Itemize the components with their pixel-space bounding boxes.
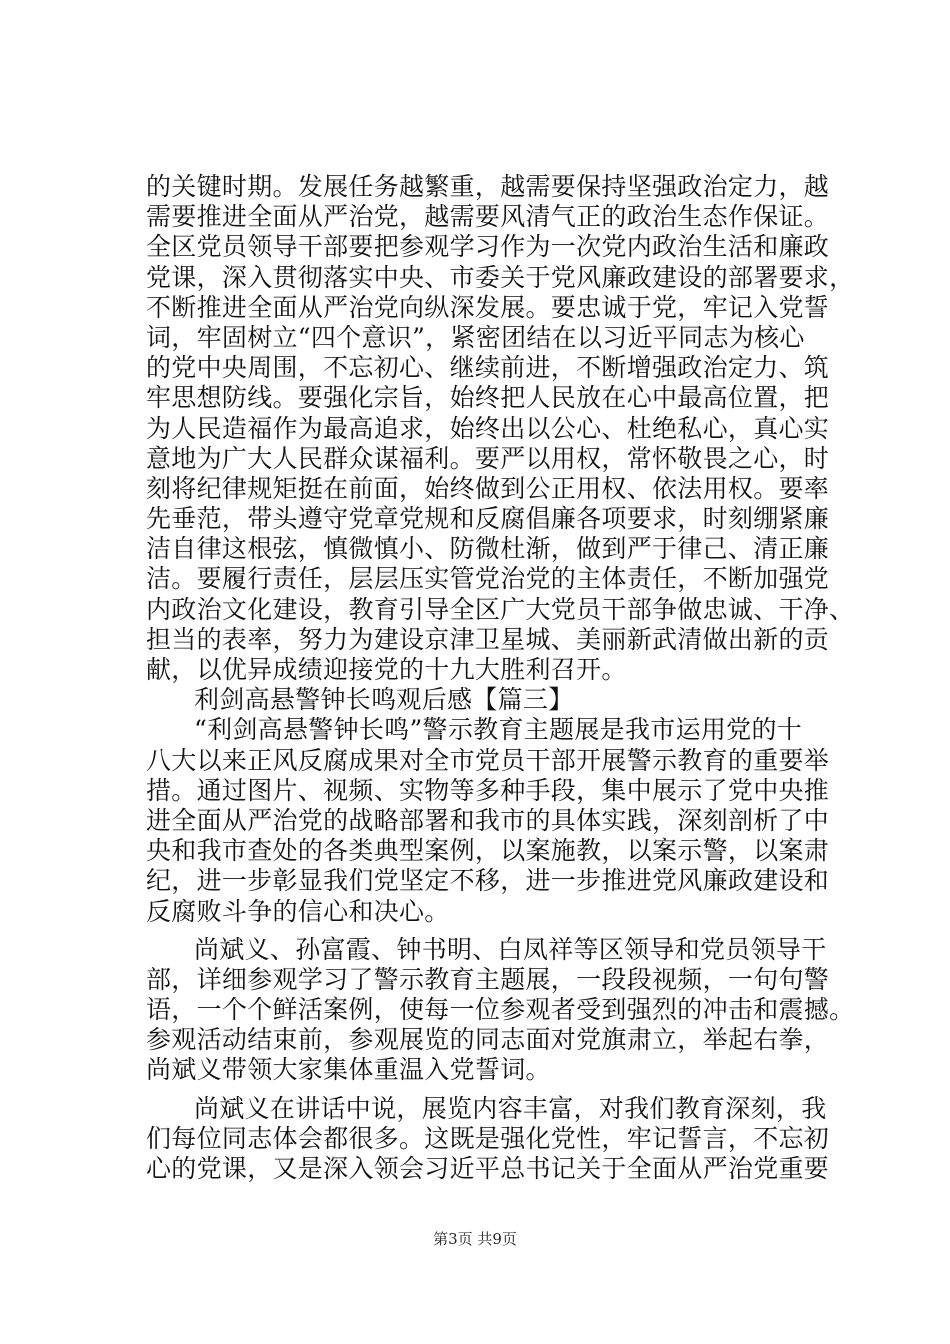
- body-line: 献，以优异成绩迎接党的十九大胜利召开。: [146, 655, 627, 684]
- body-line: 不断推进全面从严治党向纵深发展。要忠诚于党，牢记入党誓: [146, 292, 830, 322]
- body-line: 牢思想防线。要强化宗旨，始终把人民放在心中最高位置，把: [146, 383, 830, 413]
- body-line: 进全面从严治党的战略部署和我市的具体实践，深刻剖析了中: [146, 805, 830, 835]
- body-line: “利剑高悬警钟长鸣”警示教育主题展是我市运用党的十: [194, 715, 803, 745]
- body-line: 部，详细参观学习了警示教育主题展，一段段视频，一句句警: [146, 964, 830, 994]
- body-line: 洁自律这根弦，慎微慎小、防微杜渐，做到严于律己、清正廉: [146, 534, 830, 564]
- body-line: 刻将纪律规矩挺在前面，始终做到公正用权、依法用权。要率: [146, 473, 830, 503]
- document-body: [146, 172, 855, 1184]
- page-footer: [0, 1228, 950, 1249]
- body-line: 党课，深入贯彻落实中央、市委关于党风廉政建设的部署要求，: [146, 262, 855, 292]
- body-line: 尚斌义在讲话中说，展览内容丰富，对我们教育深刻，我: [194, 1093, 827, 1123]
- body-line: 尚斌义、孙富霞、钟书明、白凤祥等区领导和党员领导干: [194, 934, 827, 964]
- body-line: 为人民造福作为最高追求，始终出以公心、杜绝私心，真心实: [146, 413, 830, 443]
- section-heading: 利剑高悬警钟长鸣观后感【篇三】: [194, 685, 574, 715]
- body-line: 内政治文化建设，教育引导全区广大党员干部争做忠诚、干净、: [146, 594, 855, 624]
- body-line: 八大以来正风反腐成果对全市党员干部开展警示教育的重要举: [146, 745, 830, 775]
- body-line: 心的党课，又是深入领会习近平总书记关于全面从严治党重要: [146, 1154, 830, 1183]
- page-number-label: 第3页 共9页: [433, 1230, 517, 1248]
- body-line: 参观活动结束前，参观展览的同志面对党旗肃立，举起右拳，: [146, 1025, 830, 1055]
- body-line: 央和我市查处的各类典型案例，以案施教，以案示警，以案肃: [146, 836, 830, 866]
- body-line: 担当的表率，努力为建设京津卫星城、美丽新武清做出新的贡: [146, 624, 830, 654]
- body-line: 需要推进全面从严治党，越需要风清气正的政治生态作保证。: [146, 202, 830, 232]
- body-line: 全区党员领导干部要把参观学习作为一次党内政治生活和廉政: [146, 232, 830, 262]
- body-line: 的党中央周围，不忘初心、继续前进，不断增强政治定力、筑: [146, 353, 830, 383]
- body-line: 反腐败斗争的信心和决心。: [146, 896, 450, 926]
- body-line: 纪，进一步彰显我们党坚定不移，进一步推进党风廉政建设和: [146, 866, 830, 896]
- body-line: 语，一个个鲜活案例，使每一位参观者受到强烈的冲击和震撼。: [146, 995, 855, 1025]
- body-line: 洁。要履行责任，层层压实管党治党的主体责任，不断加强党: [146, 564, 830, 594]
- body-line: 意地为广大人民群众谋福利。要严以用权，常怀敬畏之心，时: [146, 443, 830, 473]
- body-line: 措。通过图片、视频、实物等多种手段，集中展示了党中央推: [146, 775, 830, 805]
- body-line: 先垂范，带头遵守党章党规和反腐倡廉各项要求，时刻绷紧廉: [146, 504, 830, 534]
- body-line: 尚斌义带领大家集体重温入党誓词。: [146, 1055, 551, 1085]
- body-line: 的关键时期。发展任务越繁重，越需要保持坚强政治定力，越: [146, 172, 830, 201]
- body-line: 们每位同志体会都很多。这既是强化党性，牢记誓言，不忘初: [146, 1123, 830, 1153]
- body-line: 词，牢固树立“四个意识”，紧密团结在以习近平同志为核心: [146, 322, 805, 352]
